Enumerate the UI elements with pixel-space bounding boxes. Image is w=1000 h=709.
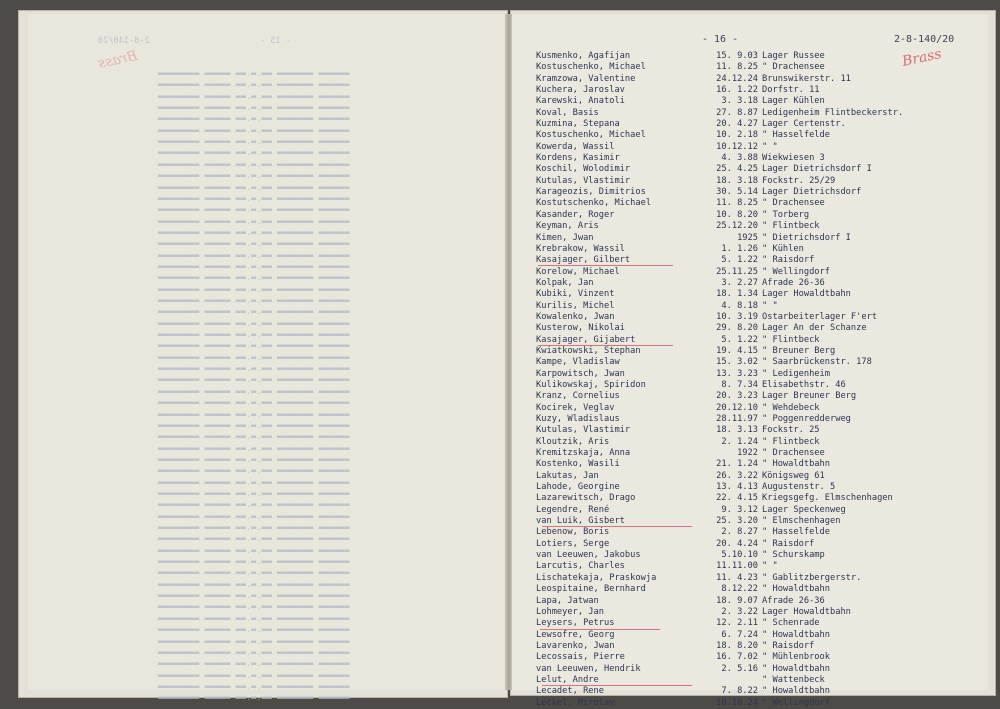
entry-date: 1922 xyxy=(737,448,758,459)
entry-location: " Drachensee xyxy=(762,448,825,459)
list-row xyxy=(512,437,988,448)
ghost-line: ▬▬▬▬▬▬ ▬▬▬▬▬▬▬ ▬▬.▬.▬▬ ▬▬▬▬▬ ▬▬▬▬▬▬▬▬ xyxy=(158,613,350,624)
ghost-line: ▬▬▬▬▬▬ ▬▬▬▬▬▬▬ ▬▬.▬.▬▬ ▬▬▬▬▬ ▬▬▬▬▬▬▬▬ xyxy=(158,545,350,556)
entry-date: 16. 1.22 xyxy=(716,85,758,96)
entry-name: van Leeuwen, Hendrik xyxy=(536,663,641,674)
ghost-line: ▬▬▬▬▬▬ ▬▬▬▬▬▬▬ ▬▬.▬.▬▬ ▬▬▬▬▬ ▬▬▬▬▬▬▬▬ xyxy=(158,466,350,477)
entry-location: Dorfstr. 11 xyxy=(762,85,820,96)
ghost-line: ▬▬▬▬▬▬ ▬▬▬▬▬▬▬ ▬▬.▬.▬▬ ▬▬▬▬▬ ▬▬▬▬▬▬▬▬ xyxy=(158,670,350,681)
entry-location: " Ledigenheim xyxy=(762,368,830,379)
entry-location: " Breuner Berg xyxy=(762,345,836,356)
entry-date: 20. 4.24 xyxy=(716,538,758,549)
entry-location: " Mühlenbrook xyxy=(762,652,830,663)
entry-location: Ledigenheim Flintbeckerstr. xyxy=(762,107,904,118)
entry-date: 3. 3.18 xyxy=(721,96,758,107)
entry-name: Kostuschenko, Michael xyxy=(536,62,646,73)
entry-name: Karpowitsch, Jwan xyxy=(536,368,625,379)
entry-date: 22. 4.15 xyxy=(716,493,758,504)
entry-name: Larcutis, Charles xyxy=(536,561,625,572)
entry-name: Kremitzskaja, Anna xyxy=(536,448,631,459)
list-row xyxy=(512,403,988,414)
entry-location: Lager Speckenweg xyxy=(762,504,846,515)
entry-location: Lager Howaldtbahn xyxy=(762,289,851,300)
entry-name: Lazarewitsch, Drago xyxy=(536,493,636,504)
entry-name: Legendre, René xyxy=(536,504,610,515)
ghost-line: ▬▬▬▬▬▬ ▬▬▬▬▬▬▬ ▬▬.▬.▬▬ ▬▬▬▬▬ ▬▬▬▬▬▬▬▬ xyxy=(158,352,350,363)
pencil-underline xyxy=(542,526,692,527)
entry-date: 24.12.24 xyxy=(716,73,758,84)
list-row xyxy=(512,187,988,198)
entry-location: " " xyxy=(762,141,778,152)
entry-date: 10. 3.19 xyxy=(716,311,758,322)
entry-name: Koval, Basis xyxy=(536,107,599,118)
entry-date: 25. 3.20 xyxy=(716,516,758,527)
entry-name: Lahode, Georgine xyxy=(536,482,620,493)
entry-date: 10. 8.20 xyxy=(716,209,758,220)
entry-name: Keyman, Aris xyxy=(536,221,599,232)
list-row xyxy=(512,505,988,516)
list-row xyxy=(512,233,988,244)
list-row xyxy=(512,301,988,312)
entry-name: Kampe, Vladislaw xyxy=(536,357,620,368)
ghost-line: ▬▬▬▬▬▬ ▬▬▬▬▬▬▬ ▬▬.▬.▬▬ ▬▬▬▬▬ ▬▬▬▬▬▬▬▬ xyxy=(158,625,350,636)
entry-name: Kuchera, Jaroslav xyxy=(536,85,625,96)
entry-location: Lager Russee xyxy=(762,51,825,61)
entry-location: " " xyxy=(762,300,778,311)
ghost-line: ▬▬▬▬▬▬ ▬▬▬▬▬▬▬ ▬▬.▬.▬▬ ▬▬▬▬▬ ▬▬▬▬▬▬▬▬ xyxy=(158,273,350,284)
list-row xyxy=(512,357,988,368)
entry-location: Lager Dietrichsdorf I xyxy=(762,164,872,175)
entry-date: 8.12.22 xyxy=(721,584,758,595)
entry-name: Lelut, Andre xyxy=(536,674,599,685)
entry-date: 2. 3.22 xyxy=(721,606,758,617)
ghost-line: ▬▬▬▬▬▬ ▬▬▬▬▬▬▬ ▬▬.▬.▬▬ ▬▬▬▬▬ ▬▬▬▬▬▬▬▬ xyxy=(158,500,350,511)
entry-name: Kwiatkowski, Stephan xyxy=(536,345,641,356)
entry-date: 10.10.24 xyxy=(716,697,758,708)
ghost-line: ▬▬▬▬▬▬ ▬▬▬▬▬▬▬ ▬▬.▬.▬▬ ▬▬▬▬▬ ▬▬▬▬▬▬▬▬ xyxy=(158,125,350,136)
entry-date: 8. 7.34 xyxy=(721,379,758,390)
list-row xyxy=(512,459,988,470)
ghost-line: ▬▬▬▬▬▬ ▬▬▬▬▬▬▬ ▬▬.▬.▬▬ ▬▬▬▬▬ ▬▬▬▬▬▬▬▬ xyxy=(158,693,350,704)
entry-date: 5. 1.22 xyxy=(721,255,758,266)
entry-location: " Saarbrückenstr. 178 xyxy=(762,357,872,368)
list-row xyxy=(512,164,988,175)
entry-location: " Schenrade xyxy=(762,618,820,629)
ghost-line: ▬▬▬▬▬▬ ▬▬▬▬▬▬▬ ▬▬.▬.▬▬ ▬▬▬▬▬ ▬▬▬▬▬▬▬▬ xyxy=(158,375,350,386)
entry-date: 18. 3.18 xyxy=(716,175,758,186)
ghost-line: ▬▬▬▬▬▬ ▬▬▬▬▬▬▬ ▬▬.▬.▬▬ ▬▬▬▬▬ ▬▬▬▬▬▬▬▬ xyxy=(158,398,350,409)
entry-date: 12. 2.11 xyxy=(716,618,758,629)
entry-name: Lebenow, Boris xyxy=(536,527,610,538)
entry-date: 26. 3.22 xyxy=(716,470,758,481)
entry-location: " " xyxy=(762,561,778,572)
entry-date: 2. 8.27 xyxy=(721,527,758,538)
entry-name: Kulikowskaj, Spiridon xyxy=(536,379,646,390)
entry-location: Elisabethstr. 46 xyxy=(762,379,846,390)
list-row xyxy=(512,664,988,675)
ghost-line: ▬▬▬▬▬▬ ▬▬▬▬▬▬▬ ▬▬.▬.▬▬ ▬▬▬▬▬ ▬▬▬▬▬▬▬▬ xyxy=(158,227,350,238)
entry-name: Lotiers, Serge xyxy=(536,538,610,549)
pencil-underline xyxy=(538,265,673,266)
right-page xyxy=(512,14,988,708)
entry-date: 11. 4.23 xyxy=(716,572,758,583)
left-page xyxy=(28,14,506,704)
list-row xyxy=(512,62,988,73)
entry-date: 9. 3.12 xyxy=(721,504,758,515)
ghost-line: ▬▬▬▬▬▬ ▬▬▬▬▬▬▬ ▬▬.▬.▬▬ ▬▬▬▬▬ ▬▬▬▬▬▬▬▬ xyxy=(158,386,350,397)
ghost-line: ▬▬▬▬▬▬ ▬▬▬▬▬▬▬ ▬▬.▬.▬▬ ▬▬▬▬▬ ▬▬▬▬▬▬▬▬ xyxy=(158,205,350,216)
entry-name: Leysers, Petrus xyxy=(536,618,615,629)
list-row xyxy=(512,323,988,334)
entry-name: Korelow, Michael xyxy=(536,266,620,277)
entry-location: Afrade 26-36 xyxy=(762,595,825,606)
ghost-line: ▬▬▬▬▬▬ ▬▬▬▬▬▬▬ ▬▬.▬.▬▬ ▬▬▬▬▬ ▬▬▬▬▬▬▬▬ xyxy=(158,659,350,670)
list-row xyxy=(512,198,988,209)
ghost-line: ▬▬▬▬▬▬ ▬▬▬▬▬▬▬ ▬▬.▬.▬▬ ▬▬▬▬▬ ▬▬▬▬▬▬▬▬ xyxy=(158,159,350,170)
entry-name: Karewski, Anatoli xyxy=(536,96,625,107)
entry-location: " Poggenredderweg xyxy=(762,414,851,424)
pencil-underline xyxy=(538,345,673,346)
entry-date: 7. 8.22 xyxy=(721,686,758,697)
ghost-line: ▬▬▬▬▬▬ ▬▬▬▬▬▬▬ ▬▬.▬.▬▬ ▬▬▬▬▬ ▬▬▬▬▬▬▬▬ xyxy=(158,182,350,193)
entry-location: " Drachensee xyxy=(762,198,825,209)
ghost-line: ▬▬▬▬▬▬ ▬▬▬▬▬▬▬ ▬▬.▬.▬▬ ▬▬▬▬▬ ▬▬▬▬▬▬▬▬ xyxy=(158,511,350,522)
ghost-line: ▬▬▬▬▬▬ ▬▬▬▬▬▬▬ ▬▬.▬.▬▬ ▬▬▬▬▬ ▬▬▬▬▬▬▬▬ xyxy=(158,409,350,420)
entry-name: Kuzy, Wladislaus xyxy=(536,414,620,424)
entry-name: Lakutas, Jan xyxy=(536,470,599,481)
entry-location: " Wehdebeck xyxy=(762,402,820,413)
entry-name: Kusterow, Nikolai xyxy=(536,323,625,334)
list-row xyxy=(512,482,988,493)
entry-location: " Howaldtbahn xyxy=(762,686,830,697)
list-row xyxy=(512,369,988,380)
list-row xyxy=(512,652,988,663)
list-row xyxy=(512,244,988,255)
ghost-line: ▬▬▬▬▬▬ ▬▬▬▬▬▬▬ ▬▬.▬.▬▬ ▬▬▬▬▬ ▬▬▬▬▬▬▬▬ xyxy=(158,534,350,545)
ghost-line: ▬▬▬▬▬▬ ▬▬▬▬▬▬▬ ▬▬.▬.▬▬ ▬▬▬▬▬ ▬▬▬▬▬▬▬▬ xyxy=(158,443,350,454)
entry-location: Augustenstr. 5 xyxy=(762,482,836,493)
ghost-line: ▬▬▬▬▬▬ ▬▬▬▬▬▬▬ ▬▬.▬.▬▬ ▬▬▬▬▬ ▬▬▬▬▬▬▬▬ xyxy=(158,307,350,318)
ghost-line: ▬▬▬▬▬▬ ▬▬▬▬▬▬▬ ▬▬.▬.▬▬ ▬▬▬▬▬ ▬▬▬▬▬▬▬▬ xyxy=(158,296,350,306)
ghost-line: ▬▬▬▬▬▬ ▬▬▬▬▬▬▬ ▬▬.▬.▬▬ ▬▬▬▬▬ ▬▬▬▬▬▬▬▬ xyxy=(158,137,350,148)
list-row xyxy=(512,493,988,504)
ghost-line: ▬▬▬▬▬▬ ▬▬▬▬▬▬▬ ▬▬.▬.▬▬ ▬▬▬▬▬ ▬▬▬▬▬▬▬▬ xyxy=(158,477,350,488)
entry-name: Kramzowa, Valentine xyxy=(536,73,636,84)
entry-location: " Schurskamp xyxy=(762,550,825,561)
entry-location: Lager Kühlen xyxy=(762,96,825,107)
entry-location: " Howaldtbahn xyxy=(762,629,830,640)
entry-location: " Howaldtbahn xyxy=(762,459,830,470)
entry-date: 18. 9.07 xyxy=(716,595,758,606)
entry-location: " Hasselfelde xyxy=(762,130,830,141)
list-row xyxy=(512,380,988,391)
list-row xyxy=(512,584,988,595)
list-row xyxy=(512,698,988,709)
entry-location: " Wellingdorf xyxy=(762,266,830,277)
entry-name: Lischatekaja, Praskowja xyxy=(536,572,657,583)
list-row xyxy=(512,607,988,618)
list-row xyxy=(512,596,988,607)
ghost-line: ▬▬▬▬▬▬ ▬▬▬▬▬▬▬ ▬▬.▬.▬▬ ▬▬▬▬▬ ▬▬▬▬▬▬▬▬ xyxy=(158,341,350,352)
entry-name: Kusmenko, Agafijan xyxy=(536,51,631,61)
entry-name: Kostuschenko, Michael xyxy=(536,130,646,141)
entry-date: 1925 xyxy=(737,232,758,243)
entry-date: 18. 8.20 xyxy=(716,640,758,651)
ghost-line: ▬▬▬▬▬▬ ▬▬▬▬▬▬▬ ▬▬.▬.▬▬ ▬▬▬▬▬ ▬▬▬▬▬▬▬▬ xyxy=(158,318,350,329)
list-row xyxy=(512,267,988,278)
ghost-line: ▬▬▬▬▬▬ ▬▬▬▬▬▬▬ ▬▬.▬.▬▬ ▬▬▬▬▬ ▬▬▬▬▬▬▬▬ xyxy=(158,523,350,533)
entry-location: Afrade 26-36 xyxy=(762,277,825,288)
entry-date: 29. 8.20 xyxy=(716,323,758,334)
entry-name: Lecadet, Rene xyxy=(536,686,604,697)
entry-location: " Elmschenhagen xyxy=(762,516,841,527)
entry-name: Leckel, Mirolav xyxy=(536,697,615,708)
list-row xyxy=(512,312,988,323)
entry-location: Fockstr. 25 xyxy=(762,425,820,436)
list-row xyxy=(512,550,988,561)
pencil-underline xyxy=(540,629,660,630)
list-row xyxy=(512,130,988,141)
ghost-line: ▬▬▬▬▬▬ ▬▬▬▬▬▬▬ ▬▬.▬.▬▬ ▬▬▬▬▬ ▬▬▬▬▬▬▬▬ xyxy=(158,681,350,692)
list-row xyxy=(512,391,988,402)
entry-location: " Drachensee xyxy=(762,62,825,73)
list-row xyxy=(512,153,988,164)
entry-date: 13. 3.23 xyxy=(716,368,758,379)
entry-location: Wiekwiesen 3 xyxy=(762,153,825,164)
ghost-line: ▬▬▬▬▬▬ ▬▬▬▬▬▬▬ ▬▬.▬.▬▬ ▬▬▬▬▬ ▬▬▬▬▬▬▬▬ xyxy=(158,114,350,125)
entry-location: " Wattenbeck xyxy=(762,674,825,685)
entry-location: " Flintbeck xyxy=(762,436,820,447)
entry-date: 27. 8.87 xyxy=(716,107,758,118)
list-row xyxy=(512,108,988,119)
entry-date: 25. 4.25 xyxy=(716,164,758,175)
list-row xyxy=(512,561,988,572)
entry-date: 4. 8.18 xyxy=(721,300,758,311)
list-row xyxy=(512,51,988,62)
entry-name: Kloutzik, Aris xyxy=(536,436,610,447)
entry-date: 20. 3.23 xyxy=(716,391,758,402)
entry-date: 25.12.20 xyxy=(716,221,758,232)
entry-name: Kuzmina, Stepana xyxy=(536,119,620,130)
entry-location: " Howaldtbahn xyxy=(762,663,830,674)
ghost-line: ▬▬▬▬▬▬ ▬▬▬▬▬▬▬ ▬▬.▬.▬▬ ▬▬▬▬▬ ▬▬▬▬▬▬▬▬ xyxy=(158,636,350,647)
entry-location: " Raisdorf xyxy=(762,640,815,651)
entry-location: " Wellingdorf xyxy=(762,697,830,708)
ghost-line: ▬▬▬▬▬▬ ▬▬▬▬▬▬▬ ▬▬.▬.▬▬ ▬▬▬▬▬ ▬▬▬▬▬▬▬▬ xyxy=(158,69,350,79)
entry-location: Lager Certenstr. xyxy=(762,119,846,130)
list-row xyxy=(512,641,988,652)
entry-name: Kubiki, Vinzent xyxy=(536,289,615,300)
entry-location: " Flintbeck xyxy=(762,334,820,345)
entry-date: 11.11.00 xyxy=(716,561,758,572)
entry-name: Lapa, Jatwan xyxy=(536,595,599,606)
entry-name: Kocirek, Veglav xyxy=(536,402,615,413)
list-row xyxy=(512,142,988,153)
entry-date: 13. 4.13 xyxy=(716,482,758,493)
ghost-line: ▬▬▬▬▬▬ ▬▬▬▬▬▬▬ ▬▬.▬.▬▬ ▬▬▬▬▬ ▬▬▬▬▬▬▬▬ xyxy=(158,80,350,91)
list-row xyxy=(512,289,988,300)
ghost-line: ▬▬▬▬▬▬ ▬▬▬▬▬▬▬ ▬▬.▬.▬▬ ▬▬▬▬▬ ▬▬▬▬▬▬▬▬ xyxy=(158,171,350,182)
entry-name: van Luik, Gisbert xyxy=(536,516,625,527)
list-row xyxy=(512,539,988,550)
entry-name: Lohmeyer, Jan xyxy=(536,606,604,617)
entry-location: " Kühlen xyxy=(762,243,804,254)
entry-location: Lager An der Schanze xyxy=(762,323,867,334)
entry-name: Lavarenko, Jwan xyxy=(536,640,615,651)
ghost-line: ▬▬▬▬▬▬ ▬▬▬▬▬▬▬ ▬▬.▬.▬▬ ▬▬▬▬▬ ▬▬▬▬▬▬▬▬ xyxy=(158,602,350,613)
entry-location: " Raisdorf xyxy=(762,538,815,549)
ghost-line: ▬▬▬▬▬▬ ▬▬▬▬▬▬▬ ▬▬.▬.▬▬ ▬▬▬▬▬ ▬▬▬▬▬▬▬▬ xyxy=(158,91,350,102)
entry-date: 30. 5.14 xyxy=(716,187,758,198)
ghost-line: ▬▬▬▬▬▬ ▬▬▬▬▬▬▬ ▬▬.▬.▬▬ ▬▬▬▬▬ ▬▬▬▬▬▬▬▬ xyxy=(158,454,350,465)
entry-name: Kutulas, Vlastimir xyxy=(536,425,631,436)
entry-name: Kostenko, Wasili xyxy=(536,459,620,470)
entry-location: " Gablitzbergerstr. xyxy=(762,572,862,583)
name-list xyxy=(512,51,988,709)
entry-location: Lager Howaldtbahn xyxy=(762,606,851,617)
left-reference: 2-8-140/20 xyxy=(98,36,150,46)
page-number: - 16 - xyxy=(702,34,739,45)
entry-name: Lecossais, Pierre xyxy=(536,652,625,663)
list-row xyxy=(512,346,988,357)
entry-date: 25.11.25 xyxy=(716,266,758,277)
entry-location: Brunswikerstr. 11 xyxy=(762,73,851,84)
entry-date: 10.12.12 xyxy=(716,141,758,152)
entry-name: Kurilis, Michel xyxy=(536,300,615,311)
ghost-line: ▬▬▬▬▬▬ ▬▬▬▬▬▬▬ ▬▬.▬.▬▬ ▬▬▬▬▬ ▬▬▬▬▬▬▬▬ xyxy=(158,488,350,499)
entry-name: Kowalenko, Jwan xyxy=(536,311,615,322)
document-reference: 2-8-140/20 xyxy=(894,34,955,45)
entry-name: Lewsofre, Georg xyxy=(536,629,615,640)
entry-name: Kowerda, Wassil xyxy=(536,141,615,152)
entry-date: 10. 2.18 xyxy=(716,130,758,141)
list-row xyxy=(512,119,988,130)
ghost-line: ▬▬▬▬▬▬ ▬▬▬▬▬▬▬ ▬▬.▬.▬▬ ▬▬▬▬▬ ▬▬▬▬▬▬▬▬ xyxy=(158,591,350,602)
left-page-number: - 15 - xyxy=(260,36,292,46)
ghost-line: ▬▬▬▬▬▬ ▬▬▬▬▬▬▬ ▬▬.▬.▬▬ ▬▬▬▬▬ ▬▬▬▬▬▬▬▬ xyxy=(158,557,350,568)
entry-location: " Raisdorf xyxy=(762,255,815,266)
entry-date: 2. 1.24 xyxy=(721,436,758,447)
entry-date: 21. 1.24 xyxy=(716,459,758,470)
entry-date: 18. 1.34 xyxy=(716,289,758,300)
entry-name: Kasajager, Gilbert xyxy=(536,255,631,266)
entry-date: 1. 1.26 xyxy=(721,243,758,254)
ghost-line: ▬▬▬▬▬▬ ▬▬▬▬▬▬▬ ▬▬.▬.▬▬ ▬▬▬▬▬ ▬▬▬▬▬▬▬▬ xyxy=(158,216,350,227)
entry-location: " Torberg xyxy=(762,209,810,220)
list-row xyxy=(512,471,988,482)
list-row xyxy=(512,278,988,289)
entry-name: Kimen, Jwan xyxy=(536,232,594,243)
entry-name: Krebrakow, Wassil xyxy=(536,243,625,254)
ghost-line: ▬▬▬▬▬▬ ▬▬▬▬▬▬▬ ▬▬.▬.▬▬ ▬▬▬▬▬ ▬▬▬▬▬▬▬▬ xyxy=(158,432,350,443)
handwritten-stamp: Brass xyxy=(900,46,943,70)
pencil-underline xyxy=(542,685,692,686)
list-row xyxy=(512,221,988,232)
ghost-line: ▬▬▬▬▬▬ ▬▬▬▬▬▬▬ ▬▬.▬.▬▬ ▬▬▬▬▬ ▬▬▬▬▬▬▬▬ xyxy=(158,239,350,250)
entry-name: Koschil, Wolodimir xyxy=(536,164,631,175)
entry-name: Kasajager, Gijabert xyxy=(536,334,636,345)
list-row xyxy=(512,176,988,187)
list-row xyxy=(512,85,988,96)
entry-date: 15. 3.02 xyxy=(716,357,758,368)
entry-date: 20.12.10 xyxy=(716,402,758,413)
entry-date: 5.10.10 xyxy=(721,550,758,561)
entry-date: 16. 7.02 xyxy=(716,652,758,663)
entry-name: Kutulas, Vlastimir xyxy=(536,175,631,186)
ghost-line: ▬▬▬▬▬▬ ▬▬▬▬▬▬▬ ▬▬.▬.▬▬ ▬▬▬▬▬ ▬▬▬▬▬▬▬▬ xyxy=(158,420,350,431)
entry-date: 20. 4.27 xyxy=(716,119,758,130)
entry-location: Lager Breuner Berg xyxy=(762,391,857,402)
entry-date: 19. 4.15 xyxy=(716,345,758,356)
ghost-line: ▬▬▬▬▬▬ ▬▬▬▬▬▬▬ ▬▬.▬.▬▬ ▬▬▬▬▬ ▬▬▬▬▬▬▬▬ xyxy=(158,284,350,295)
entry-date: 15. 9.03 xyxy=(716,51,758,61)
entry-date: 6. 7.24 xyxy=(721,629,758,640)
entry-location: " Flintbeck xyxy=(762,221,820,232)
left-stamp: Brass xyxy=(96,48,139,72)
entry-date: 4. 3.88 xyxy=(721,153,758,164)
entry-date: 18. 3.13 xyxy=(716,425,758,436)
entry-date: 5. 1.22 xyxy=(721,334,758,345)
entry-location: Lager Dietrichsdorf xyxy=(762,187,862,198)
list-row xyxy=(512,448,988,459)
ghost-line: ▬▬▬▬▬▬ ▬▬▬▬▬▬▬ ▬▬.▬.▬▬ ▬▬▬▬▬ ▬▬▬▬▬▬▬▬ xyxy=(158,193,350,204)
list-row xyxy=(512,414,988,425)
ghost-line: ▬▬▬▬▬▬ ▬▬▬▬▬▬▬ ▬▬.▬.▬▬ ▬▬▬▬▬ ▬▬▬▬▬▬▬▬ xyxy=(158,330,350,341)
ghost-line: ▬▬▬▬▬▬ ▬▬▬▬▬▬▬ ▬▬.▬.▬▬ ▬▬▬▬▬ ▬▬▬▬▬▬▬▬ xyxy=(158,364,350,375)
ghost-line: ▬▬▬▬▬▬ ▬▬▬▬▬▬▬ ▬▬.▬.▬▬ ▬▬▬▬▬ ▬▬▬▬▬▬▬▬ xyxy=(158,579,350,590)
ghost-line: ▬▬▬▬▬▬ ▬▬▬▬▬▬▬ ▬▬.▬.▬▬ ▬▬▬▬▬ ▬▬▬▬▬▬▬▬ xyxy=(158,647,350,658)
entry-location: Kriegsgefg. Elmschenhagen xyxy=(762,493,893,504)
list-row xyxy=(512,425,988,436)
list-row xyxy=(512,630,988,641)
ghost-line: ▬▬▬▬▬▬ ▬▬▬▬▬▬▬ ▬▬.▬.▬▬ ▬▬▬▬▬ ▬▬▬▬▬▬▬▬ xyxy=(158,250,350,261)
list-row xyxy=(512,527,988,538)
entry-location: Fockstr. 25/29 xyxy=(762,175,836,186)
entry-date: 28.11.97 xyxy=(716,414,758,424)
entry-location: " Howaldtbahn xyxy=(762,584,830,595)
entry-location: Ostarbeiterlager F'ert xyxy=(762,311,878,322)
entry-name: Leospitaine, Bernhard xyxy=(536,584,646,595)
entry-location: Königsweg 61 xyxy=(762,470,825,481)
entry-name: Karageozis, Dimitrios xyxy=(536,187,646,198)
ghost-line: ▬▬▬▬▬▬ ▬▬▬▬▬▬▬ ▬▬.▬.▬▬ ▬▬▬▬▬ ▬▬▬▬▬▬▬▬ xyxy=(158,568,350,579)
entry-location: " Dietrichsdorf I xyxy=(762,232,851,243)
ghost-line: ▬▬▬▬▬▬ ▬▬▬▬▬▬▬ ▬▬.▬.▬▬ ▬▬▬▬▬ ▬▬▬▬▬▬▬▬ xyxy=(158,103,350,114)
entry-name: Kasander, Roger xyxy=(536,209,615,220)
list-row xyxy=(512,210,988,221)
list-row xyxy=(512,573,988,584)
entry-date: 2. 5.16 xyxy=(721,663,758,674)
entry-name: Kranz, Cornelius xyxy=(536,391,620,402)
entry-name: Kolpak, Jan xyxy=(536,277,594,288)
list-row xyxy=(512,686,988,697)
entry-date: 11. 8.25 xyxy=(716,198,758,209)
entry-date: 3. 2.27 xyxy=(721,277,758,288)
entry-name: van Leeuwen, Jakobus xyxy=(536,550,641,561)
ghost-line: ▬▬▬▬▬▬ ▬▬▬▬▬▬▬ ▬▬.▬.▬▬ ▬▬▬▬▬ ▬▬▬▬▬▬▬▬ xyxy=(158,148,350,159)
ghost-line: ▬▬▬▬▬▬ ▬▬▬▬▬▬▬ ▬▬.▬.▬▬ ▬▬▬▬▬ ▬▬▬▬▬▬▬▬ xyxy=(158,261,350,272)
entry-date: 11. 8.25 xyxy=(716,62,758,73)
list-row xyxy=(512,96,988,107)
list-row xyxy=(512,74,988,85)
entry-name: Kostutschenko, Michael xyxy=(536,198,652,209)
entry-name: Kordens, Kasimir xyxy=(536,153,620,164)
entry-location: " Hasselfelde xyxy=(762,527,830,538)
